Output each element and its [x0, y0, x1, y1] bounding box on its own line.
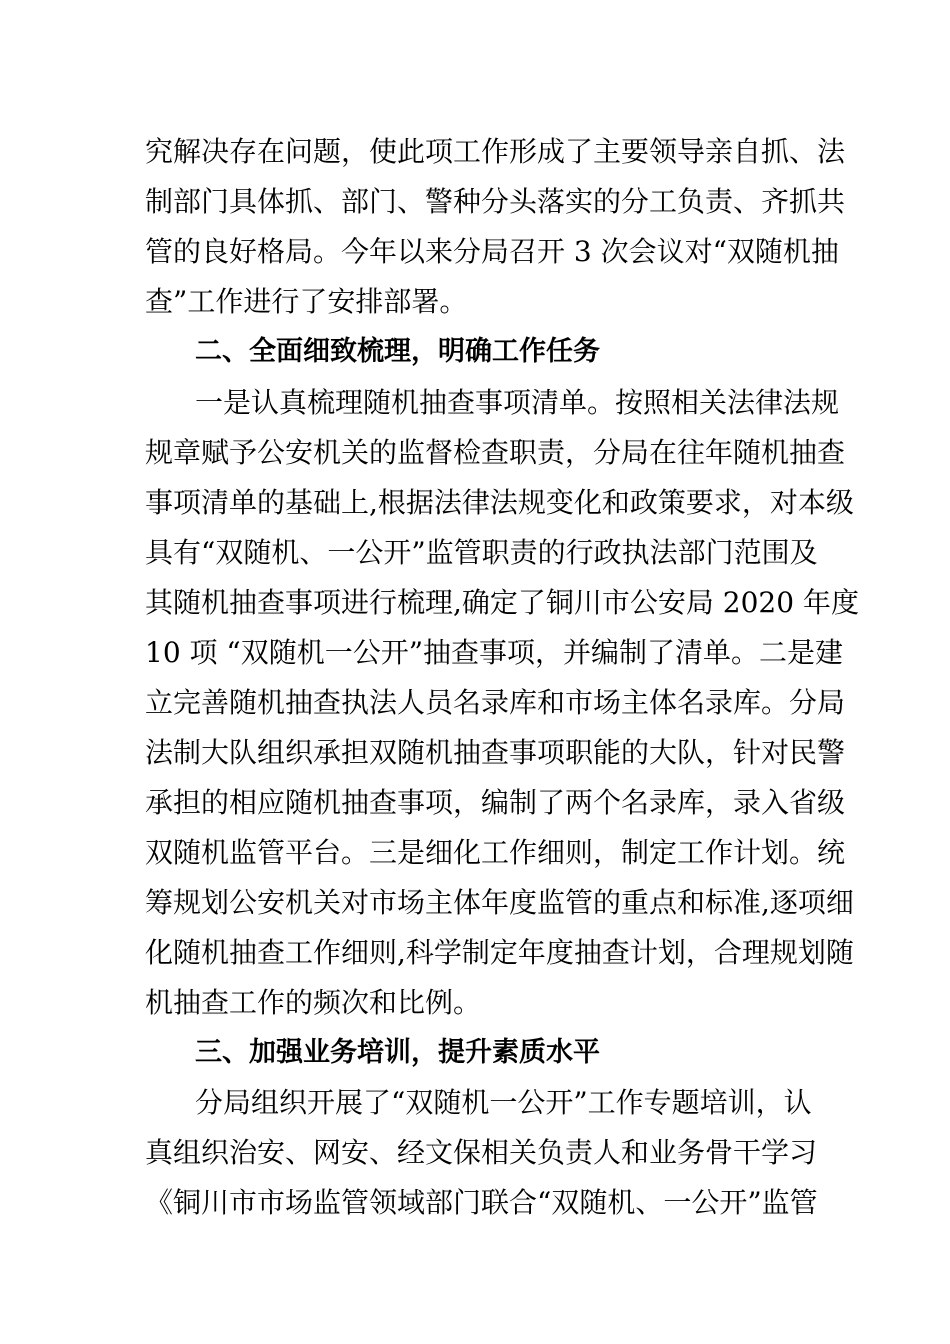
- para3-line-3: 《铜川市市场监管领域部门联合“双随机、一公开”监管: [145, 1186, 818, 1219]
- para2-line-13: 机抽查工作的频次和比例。: [145, 986, 482, 1019]
- para1-line-1: 究解决存在问题，使此项工作形成了主要领导亲自抓、法: [145, 135, 846, 168]
- para2-line-10: 双随机监管平台。三是细化工作细则，制定工作计划。统: [145, 836, 846, 869]
- section-heading-2: 二、全面细致梳理，明确工作任务: [195, 336, 600, 367]
- para1-line-3: 管的良好格局。今年以来分局召开 3 次会议对“双随机抽: [145, 235, 839, 268]
- para2-line-5: 其随机抽查事项进行梳理,确定了铜川市公安局 2020 年度: [145, 586, 859, 619]
- para3-line-2: 真组织治安、网安、经文保相关负责人和业务骨干学习: [145, 1136, 818, 1169]
- para2-line-12: 化随机抽查工作细则,科学制定年度抽查计划，合理规划随: [145, 936, 854, 969]
- para2-line-1: 一是认真梳理随机抽查事项清单。按照相关法律法规: [195, 386, 840, 419]
- para2-line-8: 法制大队组织承担双随机抽查事项职能的大队，针对民警: [145, 736, 846, 769]
- para3-line-1: 分局组织开展了“双随机一公开”工作专题培训，认: [195, 1086, 812, 1119]
- para2-line-7: 立完善随机抽查执法人员名录库和市场主体名录库。分局: [145, 686, 846, 719]
- para2-line-2: 规章赋予公安机关的监督检查职责，分局在往年随机抽查: [145, 436, 846, 469]
- para2-line-4: 具有“双随机、一公开”监管职责的行政执法部门范围及: [145, 536, 818, 569]
- para1-line-2: 制部门具体抓、部门、警种分头落实的分工负责、齐抓共: [145, 185, 846, 218]
- para2-line-9: 承担的相应随机抽查事项，编制了两个名录库，录入省级: [145, 786, 846, 819]
- para2-line-3: 事项清单的基础上,根据法律法规变化和政策要求，对本级: [145, 486, 854, 519]
- para2-line-6: 10 项 “双随机一公开”抽查事项，并编制了清单。二是建: [145, 636, 844, 669]
- para1-line-4: 查”工作进行了安排部署。: [145, 285, 468, 318]
- section-heading-3: 三、加强业务培训，提升素质水平: [195, 1037, 600, 1068]
- para2-line-11: 筹规划公安机关对市场主体年度监管的重点和标准,逐项细: [145, 886, 854, 919]
